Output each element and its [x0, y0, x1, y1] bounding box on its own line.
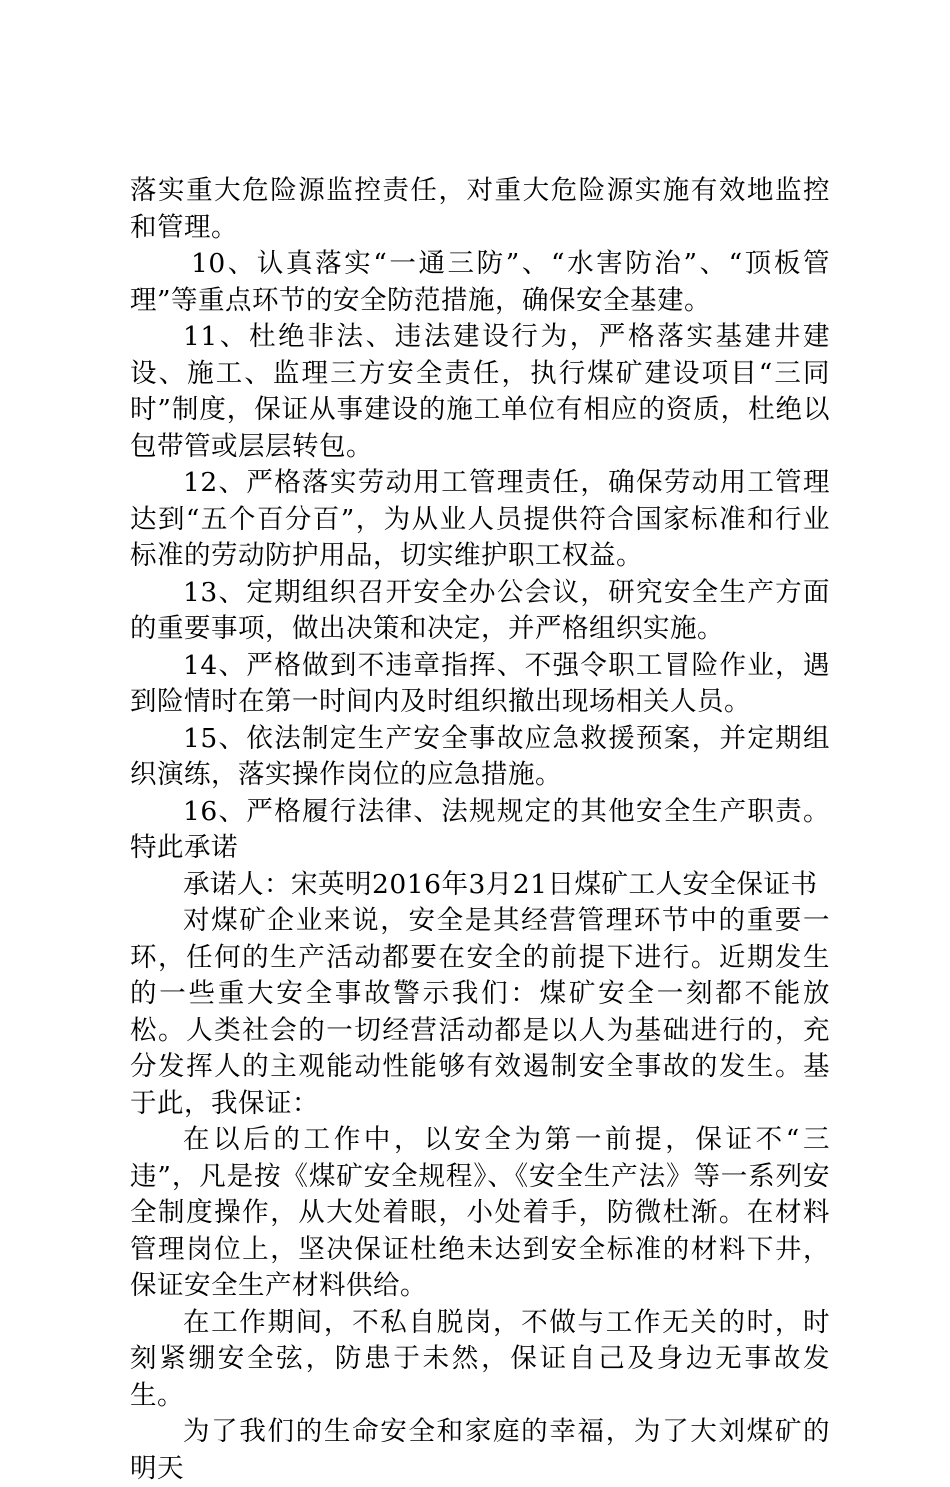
paragraph-item-16: 16、严格履行法律、法规规定的其他安全生产职责。特此承诺 — [130, 795, 830, 863]
paragraph-item-12: 12、严格落实劳动用工管理责任，确保劳动用工管理达到“五个百分百”，为从业人员提供符合国家标准和行业标准的劳动防护用品，切实维护职工权益。 — [130, 467, 830, 571]
signature-line: 承诺人：宋英明2016年3月21日煤矿工人安全保证书 — [183, 868, 818, 900]
paragraph-hazard-monitoring: 落实重大危险源监控责任，对重大危险源实施有效地监控和管理。 — [130, 175, 830, 243]
paragraph-item-11: 11、杜绝非法、违法建设行为，严格落实基建井建设、施工、监理三方安全责任，执行煤矿建设项目“三同时”制度，保证从事建设的施工单位有相应的资质，杜绝以包带管或层层转包。 — [130, 321, 830, 462]
paragraph-closing: 为了我们的生命安全和家庭的幸福，为了大刘煤矿的明天 — [130, 1416, 830, 1484]
paragraph-pledge-work: 在以后的工作中，以安全为第一前提，保证不“三违”，凡是按《煤矿安全规程》、《安全生产法》等一系列安全制度操作，从大处着眼，小处着手，防微杜渐。在材料管理岗位上，坚决保证杜绝未达到安全标准的材料下井，保证安全生产材料供给。 — [130, 1124, 830, 1301]
paragraph-pledge-duty: 在工作期间，不私自脱岗，不做与工作无关的时，时刻紧绷安全弦，防患于未然，保证自己及身边无事故发生。 — [130, 1306, 830, 1411]
paragraph-item-14: 14、严格做到不违章指挥、不强令职工冒险作业，遇到险情时在第一时间内及时组织撤出现场相关人员。 — [130, 649, 830, 717]
paragraph-item-13: 13、定期组织召开安全办公会议，研究安全生产方面的重要事项，做出决策和决定，并严格组织实施。 — [130, 576, 830, 644]
paragraph-intro: 对煤矿企业来说，安全是其经营管理环节中的重要一环，任何的生产活动都要在安全的前提下进行。近期发生的一些重大安全事故警示我们：煤矿安全一刻都不能放松。人类社会的一切经营活动都是以人为基础进行的，充分发挥人的主观能动性能够有效遏制安全事故的发生。基于此，我保证： — [130, 905, 830, 1119]
paragraph-item-15: 15、依法制定生产安全事故应急救援预案，并定期组织演练，落实操作岗位的应急措施。 — [130, 722, 830, 790]
document-body — [130, 173, 830, 1487]
paragraph-item-10: 10、认真落实“一通三防”、“水害防治”、“顶板管理”等重点环节的安全防范措施，确保安全基建。 — [130, 248, 830, 316]
